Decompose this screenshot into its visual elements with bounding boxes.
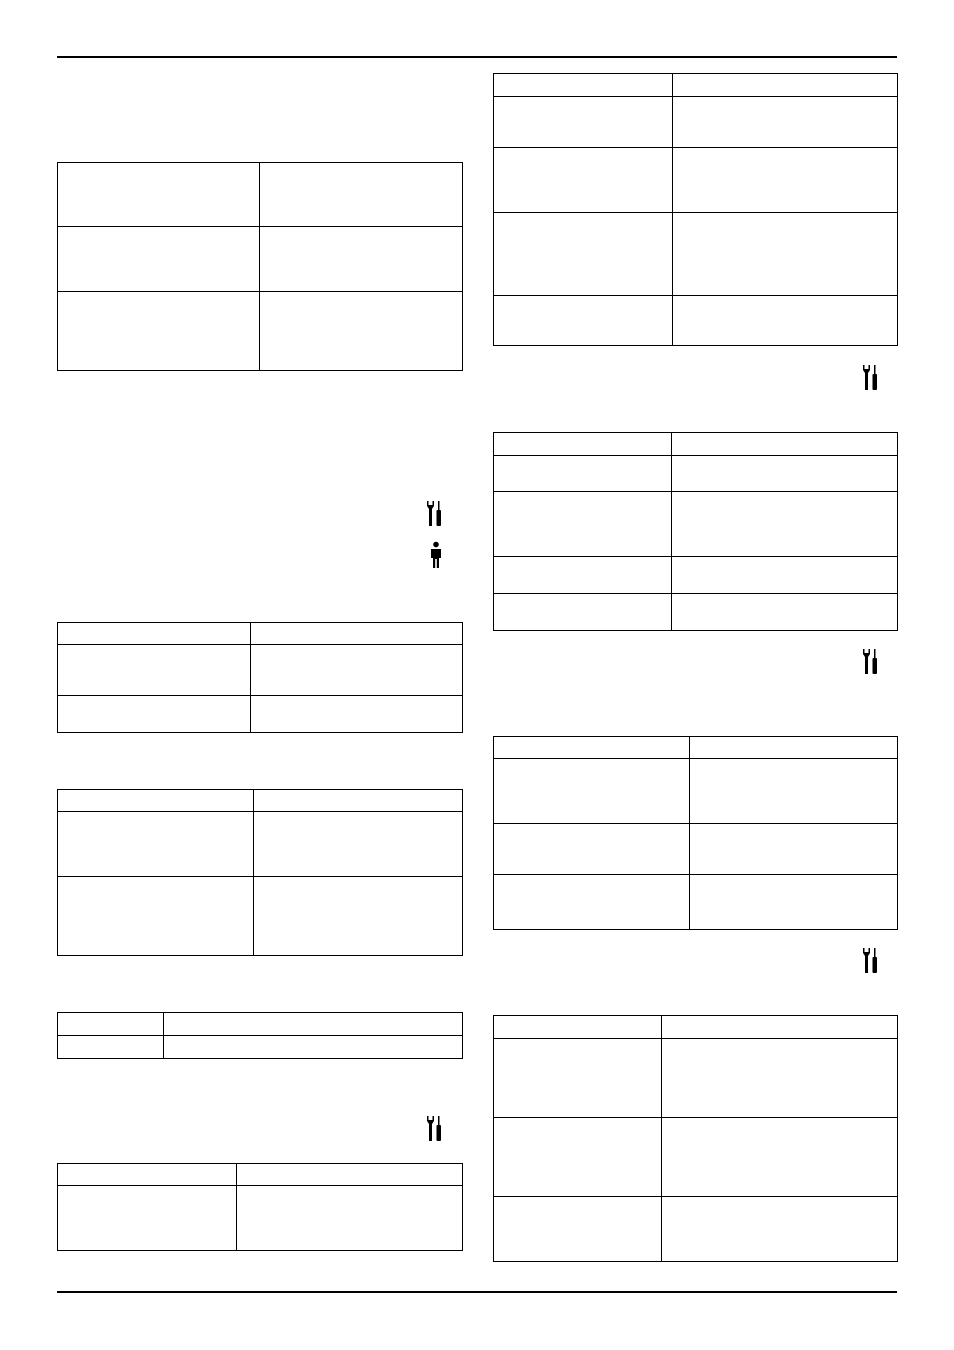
left-table-3 — [57, 789, 463, 956]
table-row — [494, 594, 898, 631]
table-row — [58, 645, 463, 696]
right-table-2 — [493, 432, 898, 631]
tools-icon — [860, 648, 880, 676]
table-row — [494, 97, 898, 148]
tools-icon — [860, 947, 880, 975]
table-row — [494, 1118, 898, 1197]
table-row — [494, 737, 898, 759]
table-row — [494, 148, 898, 213]
table-row — [494, 296, 898, 346]
table-row — [494, 456, 898, 492]
table-row — [58, 812, 463, 877]
left-table-1 — [57, 162, 463, 371]
table-row — [494, 759, 898, 824]
table-row — [494, 557, 898, 594]
table-row — [494, 824, 898, 875]
table-row — [494, 74, 898, 97]
left-table-4 — [57, 1012, 463, 1059]
table-row — [58, 623, 463, 645]
footer-rule — [57, 1291, 897, 1293]
table-row — [494, 1197, 898, 1262]
table-row — [494, 213, 898, 296]
table-row — [58, 790, 463, 812]
table-row — [58, 1036, 463, 1059]
table-row — [58, 163, 463, 227]
table-row — [58, 227, 463, 292]
table-row — [58, 1013, 463, 1036]
table-row — [494, 1039, 898, 1118]
table-row — [58, 696, 463, 733]
table-row — [58, 292, 463, 371]
left-table-2 — [57, 622, 463, 733]
left-table-5 — [57, 1163, 463, 1251]
tools-icon — [860, 364, 880, 392]
right-table-4 — [493, 1015, 898, 1262]
table-row — [58, 1164, 463, 1186]
table-row — [58, 1186, 463, 1251]
right-table-3 — [493, 736, 898, 930]
tools-icon — [424, 1115, 444, 1143]
table-row — [494, 875, 898, 930]
table-row — [494, 1016, 898, 1039]
tools-icon — [424, 500, 444, 528]
header-rule — [57, 56, 897, 58]
table-row — [58, 877, 463, 956]
table-row — [494, 492, 898, 557]
right-table-1 — [493, 73, 898, 346]
person-icon — [426, 541, 446, 569]
table-row — [494, 433, 898, 456]
